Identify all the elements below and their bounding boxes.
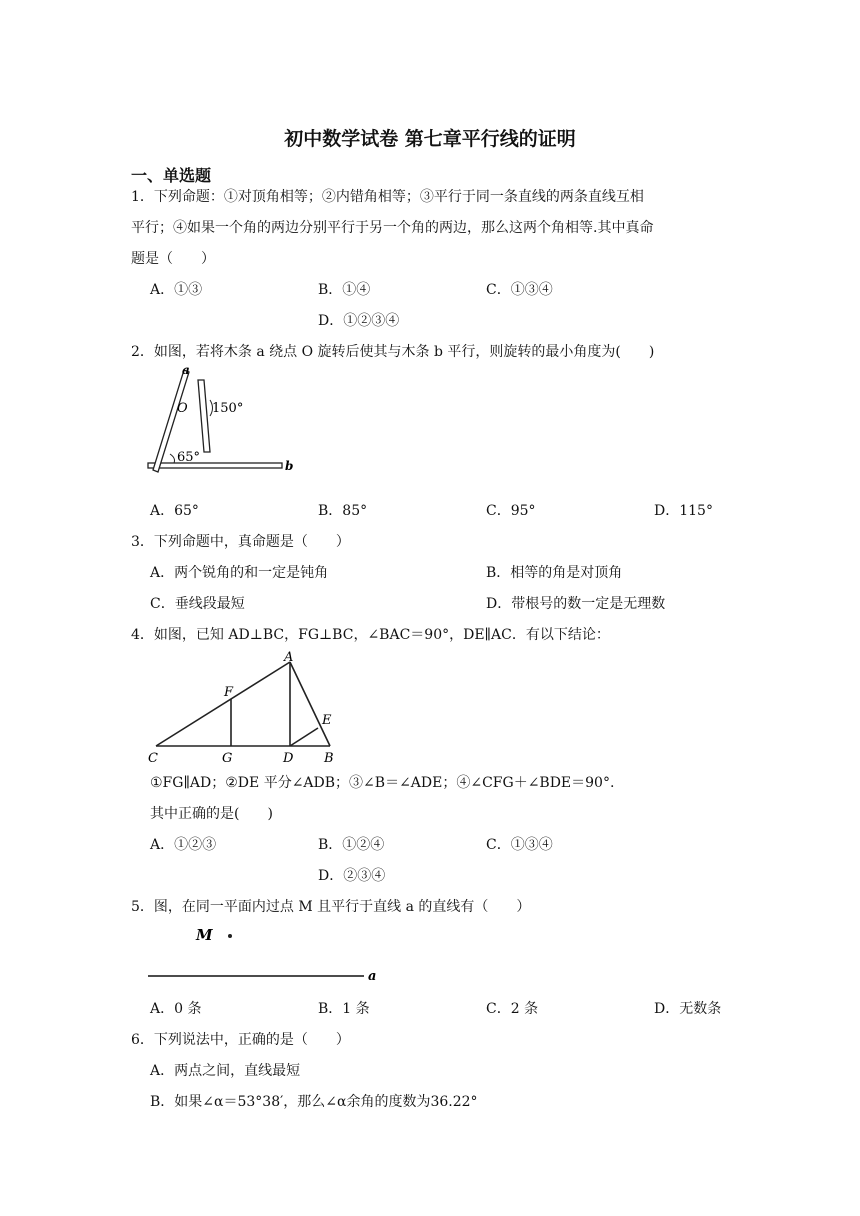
q2-option-c: C．95°: [486, 503, 536, 519]
stick-c: [198, 380, 210, 452]
label-F: F: [224, 685, 234, 700]
q2-figure: [140, 364, 305, 474]
q3-option-d: D．带根号的数一定是无理数: [486, 596, 666, 612]
q1-option-b: B．①④: [318, 282, 371, 298]
segment-CA: [156, 662, 290, 746]
q5-figure: [140, 920, 390, 990]
label-C: C: [148, 751, 158, 766]
q3-option-b: B．相等的角是对顶角: [486, 565, 623, 581]
q3-line1: 3．下列命题中，真命题是（ ）: [131, 534, 350, 550]
point-M: [228, 934, 232, 938]
q2-option-b: B．85°: [318, 503, 368, 519]
q5-option-c: C．2 条: [486, 1001, 539, 1017]
q5-line1: 5．图，在同一平面内过点 M 且平行于直线 a 的直线有（ ）: [131, 899, 531, 915]
q6-option-a: A．两点之间，直线最短: [150, 1063, 301, 1079]
label-E: E: [322, 713, 332, 728]
label-a: a: [182, 364, 190, 377]
q4-option-c: C．①③④: [486, 837, 553, 853]
label-B: B: [324, 751, 334, 766]
label-M: M: [196, 926, 213, 944]
q5-option-d: D．无数条: [654, 1001, 722, 1017]
q1-line2: 平行；④如果一个角的两边分别平行于另一个角的两边，那么这两个角相等.其中真命: [131, 220, 654, 236]
angle-arc-65: [170, 454, 175, 463]
label-150: 150°: [212, 401, 244, 416]
q6-line1: 6．下列说法中，正确的是（ ）: [131, 1032, 350, 1048]
q3-option-a: A．两个锐角的和一定是钝角: [150, 565, 329, 581]
q6-option-b: B．如果∠α＝53°38′，那么∠α余角的度数为36.22°: [150, 1094, 478, 1110]
label-65: 65°: [177, 450, 201, 465]
section-heading: 一、单选题: [131, 166, 212, 185]
q3-option-c: C．垂线段最短: [150, 596, 245, 612]
q2-line1: 2．如图，若将木条 a 绕点 O 旋转后使其与木条 b 平行，则旋转的最小角度为( ): [131, 344, 655, 360]
label-A: A: [284, 650, 294, 665]
q4-line1: 4．如图，已知 AD⊥BC，FG⊥BC，∠BAC＝90°，DE∥AC．有以下结论：: [131, 627, 610, 643]
q4-option-d: D．②③④: [318, 868, 386, 884]
q5-option-b: B．1 条: [318, 1001, 370, 1017]
label-b: b: [285, 459, 294, 473]
label-D: D: [283, 751, 294, 766]
label-G: G: [222, 751, 233, 766]
q5-option-a: A．0 条: [150, 1001, 202, 1017]
q4-line2: ①FG∥AD；②DE 平分∠ADB；③∠B＝∠ADE；④∠CFG＋∠BDE＝90°.: [150, 775, 615, 791]
q1-option-c: C．①③④: [486, 282, 553, 298]
stick-b: [148, 463, 282, 468]
q1-line1: 1．下列命题：①对顶角相等；②内错角相等；③平行于同一条直线的两条直线互相: [131, 189, 644, 205]
q2-option-d: D．115°: [654, 503, 713, 519]
q1-option-a: A．①③: [150, 282, 203, 298]
q1-line3: 题是（ ）: [131, 251, 215, 267]
q4-option-b: B．①②④: [318, 837, 385, 853]
q4-option-a: A．①②③: [150, 837, 217, 853]
q2-option-a: A．65°: [150, 503, 199, 519]
q1-option-d: D．①②③④: [318, 313, 400, 329]
segment-DE: [290, 728, 318, 746]
label-O: O: [177, 401, 188, 416]
label-a: a: [368, 969, 377, 984]
q4-line3: 其中正确的是( ): [150, 806, 273, 822]
page-title: 初中数学试卷 第七章平行线的证明: [284, 128, 576, 150]
q4-figure: [140, 648, 350, 766]
